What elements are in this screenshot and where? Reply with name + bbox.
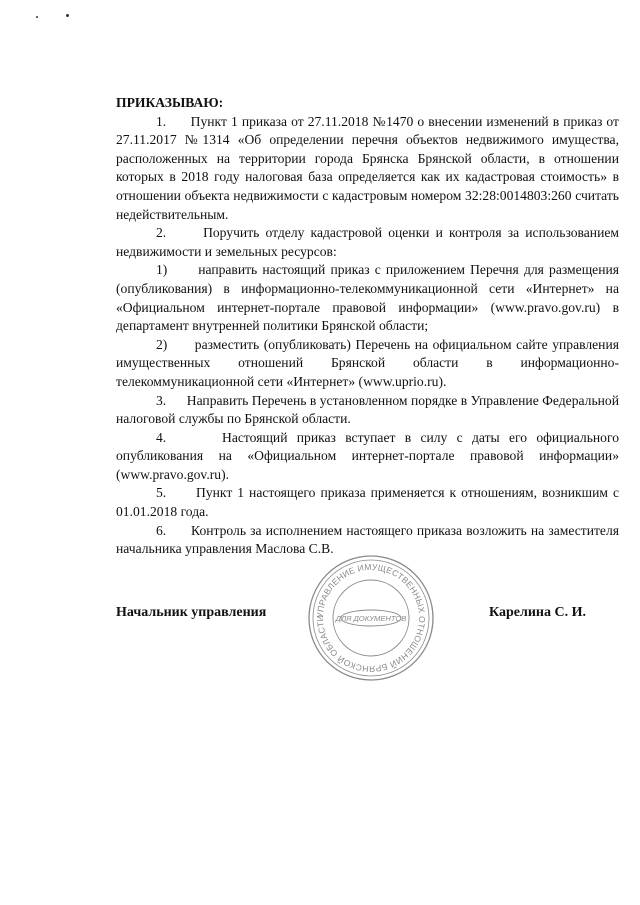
scan-speck xyxy=(36,16,38,18)
signatory-position: Начальник управления xyxy=(116,605,267,620)
paragraph-2: 2. Поручить отделу кадастровой оценки и контроля за использованием недвижимости и земельных ресурсов: xyxy=(116,225,619,259)
order-heading: ПРИКАЗЫВАЮ: xyxy=(116,95,224,110)
scan-speck xyxy=(66,14,69,17)
paragraph-1: 1. Пункт 1 приказа от 27.11.2018 №1470 о внесении изменений в приказ от 27.11.2017 №1314 «Об определении перечня объектов недвижимого имущества, расположенных на территории города Брянска Брянской области, в отношении которых в 2018 году налоговая база определяется как их кадастровая стоимость» в отношении объекта недвижимости с кадастровым номером 32:28:0014803:260 считать недействительным. xyxy=(116,113,619,222)
subparagraph-2-2: 2) разместить (опубликовать) Перечень на официальном сайте управления имущественных отношений Брянской области в информационно-телекоммуникационной сети «Интернет» (www.uprio.ru). xyxy=(116,336,619,389)
official-seal xyxy=(306,553,436,683)
seal-ring-text: УПРАВЛЕНИЕ ИМУЩЕСТВЕННЫХ ОТНОШЕНИЙ БРЯНСКОЙ ОБЛАСТИ xyxy=(314,561,428,675)
paragraph-4: 4. Настоящий приказ вступает в силу с даты его официального опубликования на «Официальном интернет-портале правовой информации» (www.pravo.gov.ru). xyxy=(116,429,619,482)
paragraph-5: 5. Пункт 1 настоящего приказа применяется к отношениям, возникшим с 01.01.2018 года. xyxy=(116,485,619,520)
seal-center-text: ДЛЯ ДОКУМЕНТОВ xyxy=(335,614,407,623)
paragraph-6: 6. Контроль за исполнением настоящего приказа возложить на заместителя начальника управления Маслова С.В. xyxy=(116,522,619,557)
order-body xyxy=(116,94,619,559)
subparagraph-2-1: 1) направить настоящий приказ с приложением Перечня для размещения (опубликования) в информационно-телекоммуникационной сети «Интернет» на «Официальном интернет-портале правовой информации» (www.pravo.gov.ru) в департамент внутренней политики Брянской области; xyxy=(116,262,619,334)
paragraph-3: 3. Направить Перечень в установленном порядке в Управление Федеральной налоговой службы по Брянской области. xyxy=(116,392,619,427)
signatory-name: Карелина С. И. xyxy=(489,605,586,620)
